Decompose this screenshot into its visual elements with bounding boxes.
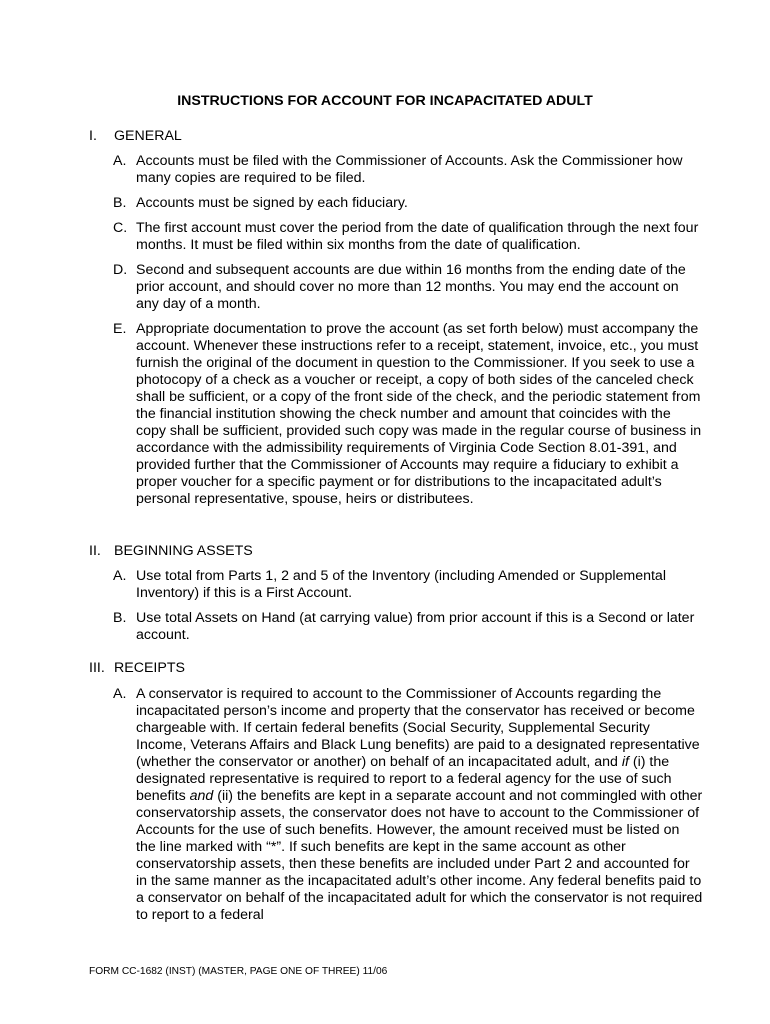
- section-title: GENERAL: [114, 128, 182, 144]
- item-letter: D.: [113, 262, 128, 278]
- item-text: Appropriate documentation to prove the account (as set forth below) must accompany the account. Whenever these instructions refer to a receipt, statement, invoice, etc., you must furnish the original of the document in question to the Commissioner. If you seek to use a photocopy of a check as a voucher or receipt, a copy of both sides of the canceled check shall be sufficient, or a copy of the front side of the check, and the periodic statement from the financial institution showing the check number and amount that coincides with the copy shall be sufficient, provided such copy was made in the regular course of business in accordance with the admissibility requirements of Virginia Code Section 8.01-391, and provided further that the Commissioner of Accounts may require a fiduciary to exhibit a proper voucher for a specific payment or for distributions to the incapacitated adult’s personal representative, spouse, heirs or distributees.: [136, 321, 702, 507]
- item-letter: A.: [113, 153, 127, 169]
- section-heading-receipts: [89, 660, 185, 677]
- item-text-emphasis: if: [621, 754, 629, 770]
- item-text-part: (ii) the benefits are kept in a separate account and not commingled with other conservatorship assets, the conservator does not have to account to the Commissioner of Accounts for the use of such benefits. However, the amount received must be listed on the line marked with “*”. If such benefits are kept in the same account as other conservatorship assets, then these benefits are included under Part 2 and accounted for in the same manner as the incapacitated adult’s other income. Any federal benefits paid to a conservator on behalf of the incapacitated adult for which the conservator is not required to report to a federal: [136, 788, 703, 923]
- list-item-general-b: [113, 195, 703, 212]
- item-text-emphasis: and: [189, 788, 214, 804]
- item-text: Accounts must be filed with the Commissioner of Accounts. Ask the Commissioner how many copies are required to be filed.: [136, 153, 683, 186]
- item-letter: B.: [113, 195, 127, 211]
- item-letter: B.: [113, 610, 127, 626]
- form-footer: FORM CC-1682 (INST) (MASTER, PAGE ONE OF THREE) 11/06: [89, 966, 388, 977]
- item-text: [136, 686, 703, 924]
- section-number: III.: [89, 660, 105, 676]
- list-item-assets-b: [113, 610, 703, 644]
- item-text-part: A conservator is required to account to the Commissioner of Accounts regarding the incapacitated person’s income and property that the conservator has received or become chargeable with. If certain federal benefits (Social Security, Supplemental Security Income, Veterans Affairs and Black Lung benefits) are paid to a designated representative (whether the conservator or another) on behalf of an incapacitated adult, and: [136, 686, 700, 770]
- list-item-general-a: [113, 153, 703, 187]
- section-heading-general: [89, 128, 182, 145]
- item-text: Use total Assets on Hand (at carrying value) from prior account if this is a Second or later account.: [136, 610, 695, 643]
- list-item-general-c: [113, 220, 703, 254]
- list-item-receipts-a: [113, 686, 703, 924]
- item-text: Second and subsequent accounts are due within 16 months from the ending date of the prior account, and should cover no more than 12 months. You may end the account on any day of a month.: [136, 262, 686, 312]
- item-text-part: (i) the designated representative is required to report to a federal agency for the use of such benefits: [136, 754, 672, 804]
- section-number: II.: [89, 543, 101, 559]
- section-heading-beginning-assets: [89, 543, 253, 560]
- section-title: RECEIPTS: [114, 660, 185, 676]
- item-text: Use total from Parts 1, 2 and 5 of the Inventory (including Amended or Supplemental Inventory) if this is a First Account.: [136, 568, 666, 601]
- item-text: The first account must cover the period from the date of qualification through the next four months. It must be filed within six months from the date of qualification.: [136, 220, 699, 253]
- item-text: Accounts must be signed by each fiduciary.: [136, 195, 408, 211]
- list-item-assets-a: [113, 568, 703, 602]
- item-letter: A.: [113, 568, 127, 584]
- page-title: INSTRUCTIONS FOR ACCOUNT FOR INCAPACITATED ADULT: [177, 93, 593, 109]
- section-title: BEGINNING ASSETS: [114, 543, 253, 559]
- item-letter: C.: [113, 220, 128, 236]
- list-item-general-e: [113, 321, 703, 508]
- section-number: I.: [89, 128, 97, 144]
- item-letter: E.: [113, 321, 127, 337]
- item-letter: A.: [113, 686, 127, 702]
- list-item-general-d: [113, 262, 703, 313]
